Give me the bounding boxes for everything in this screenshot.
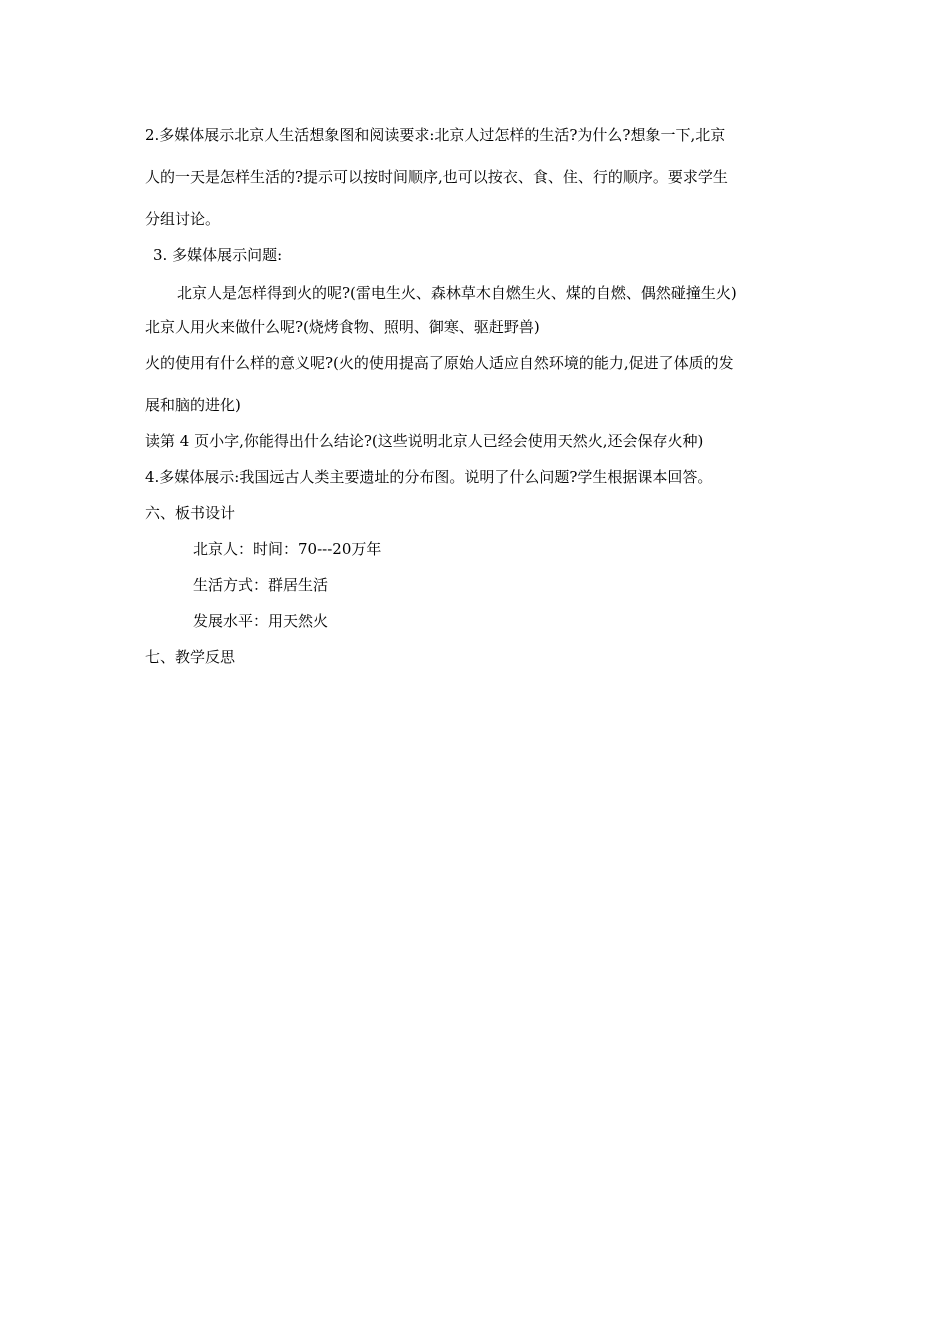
board-design-line3: 发展水平：用天然火 <box>193 612 329 630</box>
board-design-line2: 生活方式：群居生活 <box>193 576 329 594</box>
item2-line1: 2.多媒体展示北京人生活想象图和阅读要求:北京人过怎样的生活?为什么?想象一下,北京 <box>145 126 726 144</box>
board-design-heading: 六、板书设计 <box>145 504 236 522</box>
question-2: 北京人用火来做什么呢?(烧烤食物、照明、御寒、驱赶野兽) <box>145 318 540 336</box>
item4: 4.多媒体展示:我国远古人类主要遗址的分布图。说明了什么问题?学生根据课本回答。 <box>145 468 713 486</box>
reflection-heading: 七、教学反思 <box>145 648 236 666</box>
item3-heading: 3. 多媒体展示问题: <box>153 246 283 264</box>
item2-line3: 分组讨论。 <box>145 210 221 228</box>
question-1: 北京人是怎样得到火的呢?(雷电生火、森林草木自燃生火、煤的自燃、偶然碰撞生火) <box>177 284 737 302</box>
board-design-line1: 北京人：时间：70---20万年 <box>193 540 382 558</box>
question-3-line1: 火的使用有什么样的意义呢?(火的使用提高了原始人适应自然环境的能力,促进了体质的发 <box>145 354 734 372</box>
item2-line2: 人的一天是怎样生活的?提示可以按时间顺序,也可以按衣、食、住、行的顺序。要求学生 <box>145 168 728 186</box>
question-4: 读第 4 页小字,你能得出什么结论?(这些说明北京人已经会使用天然火,还会保存火种) <box>145 432 704 450</box>
question-3-line2: 展和脑的进化) <box>145 396 241 414</box>
